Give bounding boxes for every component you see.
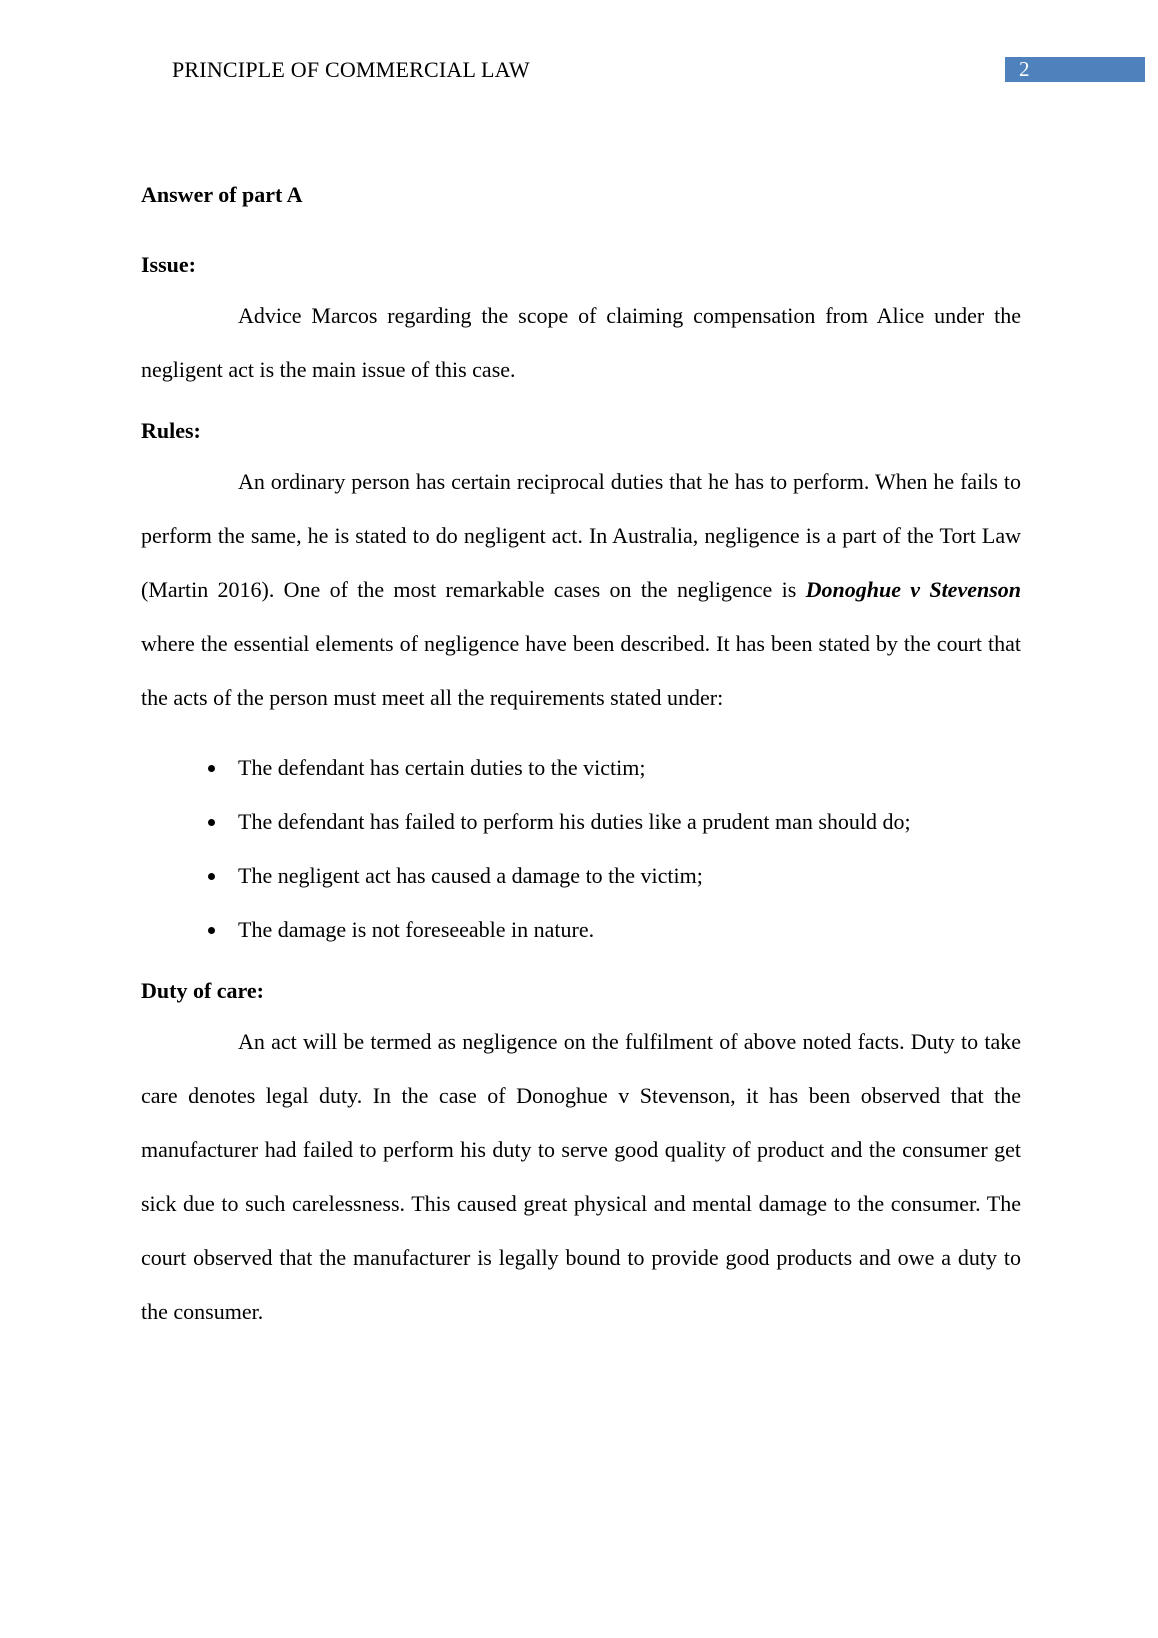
bullet-icon: [208, 765, 215, 772]
issue-heading: Issue:: [141, 252, 197, 277]
bullet-icon: [208, 873, 215, 880]
document-body: [141, 179, 1021, 1339]
page-number: 2: [1005, 57, 1145, 82]
list-item: The damage is not foreseeable in nature.: [141, 903, 1021, 957]
case-name: Donoghue v Stevenson: [805, 577, 1022, 602]
rules-text-part2: where the essential elements of negligence have been described. It has been stated by the court that the acts of the person must meet all the requirements stated under:: [141, 631, 1021, 710]
bullet-icon: [208, 819, 215, 826]
list-item: The defendant has certain duties to the victim;: [141, 741, 1021, 795]
answer-heading: Answer of part A: [141, 182, 303, 207]
running-header: PRINCIPLE OF COMMERCIAL LAW: [172, 57, 530, 82]
rules-text-part1: An ordinary person has certain reciprocal duties that he has to perform. When he fails to perform the same, he is stated to do negligent act. In Australia, negligence is a part of the Tort Law (Martin 2016). One of the most remarkable cases on the negligence is: [141, 469, 1021, 602]
duty-of-care-paragraph: An act will be termed as negligence on the fulfilment of above noted facts. Duty to take care denotes legal duty. In the case of Donoghue v Stevenson, it has been observed that the manufacturer had failed to perform his duty to serve good quality of product and the consumer get sick due to such carelessness. This caused great physical and mental damage to the consumer. The court observed that the manufacturer is legally bound to provide good products and owe a duty to the consumer.: [141, 1029, 1021, 1324]
duty-of-care-heading: Duty of care:: [141, 978, 264, 1003]
list-item: The negligent act has caused a damage to the victim;: [141, 849, 1021, 903]
issue-paragraph: Advice Marcos regarding the scope of claiming compensation from Alice under the negligent act is the main issue of this case.: [141, 303, 1021, 382]
rules-heading: Rules:: [141, 418, 201, 443]
rules-paragraph: [141, 455, 1021, 725]
bullet-icon: [208, 927, 215, 934]
requirements-list: [141, 741, 1021, 957]
list-item: The defendant has failed to perform his duties like a prudent man should do;: [141, 795, 1021, 849]
